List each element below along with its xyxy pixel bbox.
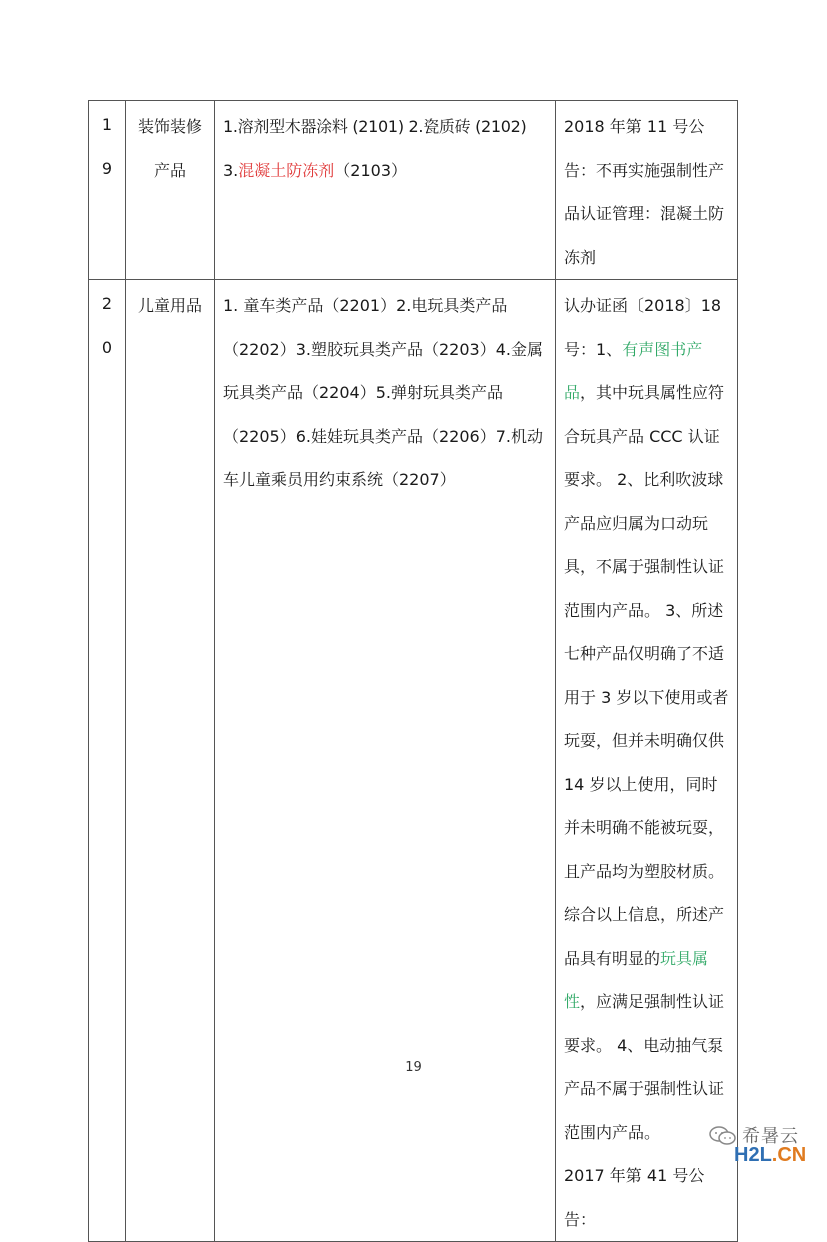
- watermark: [706, 1120, 826, 1170]
- watermark-text: 希暑云: [742, 1126, 799, 1147]
- row-number-digit: 9: [101, 159, 113, 178]
- category-cell: [126, 101, 215, 280]
- products-text-prefix: 3.: [223, 160, 239, 180]
- row-number: [89, 101, 126, 280]
- products-text: 1.溶剂型木器涂料 (2101) 2.瓷质砖 (2102): [223, 117, 527, 136]
- note-text-part: 认办证函〔2018〕18 号：1、: [564, 296, 722, 359]
- row-number: [89, 280, 126, 1242]
- row-number-digit: 2: [101, 294, 113, 313]
- row-number-digit: 1: [101, 115, 113, 134]
- note-extra-text: 2017 年第 41 号公告：: [564, 1166, 705, 1229]
- products-text-suffix: （2103）: [334, 160, 408, 180]
- note-text-part: ，其中玩具属性应符合玩具产品 CCC 认证要求。 2、比利吹波球产品应归属为口动玩具，不属于强制性认证范围内产品。 3、所述七种产品仅明确了不适用于 3 岁以下使用或者玩耍，但并未明确仅供 14 岁以上使用，同时并未明确不能被玩耍，且产品均为塑胶材质。综合以上信息，所述产品具有明显的: [564, 383, 729, 968]
- site-logo-main: H2L: [734, 1144, 772, 1166]
- products-cell: [215, 101, 556, 280]
- table-row: [89, 101, 738, 280]
- row-number-digit: 0: [101, 338, 113, 357]
- note-text-part: ，应满足强制性认证要求。 4、电动抽气泵产品不属于强制性认证范围内产品。: [564, 992, 725, 1142]
- category-label: 装饰装修: [137, 117, 202, 136]
- page-number: 19: [405, 1060, 422, 1075]
- highlight-green-text: 有声图书产品: [564, 339, 703, 402]
- note-text: [564, 284, 731, 1154]
- category-cell: [126, 280, 215, 1242]
- products-text: [223, 149, 549, 193]
- products-text: 1. 童车类产品（2201）2.电玩具类产品（2202）3.塑胶玩具类产品（2203）4.金属玩具类产品（2204）5.弹射玩具类产品（2205）6.娃娃玩具类产品（2206）7.机动车儿童乘员用约束系统（2207）: [223, 296, 543, 489]
- note-text: 2018 年第 11 号公告：不再实施强制性产品认证管理：混凝土防冻剂: [564, 117, 725, 267]
- highlight-red-text: 混凝土防冻剂: [238, 160, 335, 180]
- category-label: 儿童用品: [137, 296, 202, 315]
- note-cell: [556, 101, 738, 280]
- category-label: 产品: [153, 161, 186, 180]
- site-logo: [734, 1144, 806, 1167]
- products-cell: [215, 280, 556, 1242]
- highlight-green-text: 玩具属性: [564, 948, 709, 1011]
- site-logo-suffix: .CN: [771, 1144, 807, 1166]
- table-row: [89, 280, 738, 1242]
- note-cell: [556, 280, 738, 1242]
